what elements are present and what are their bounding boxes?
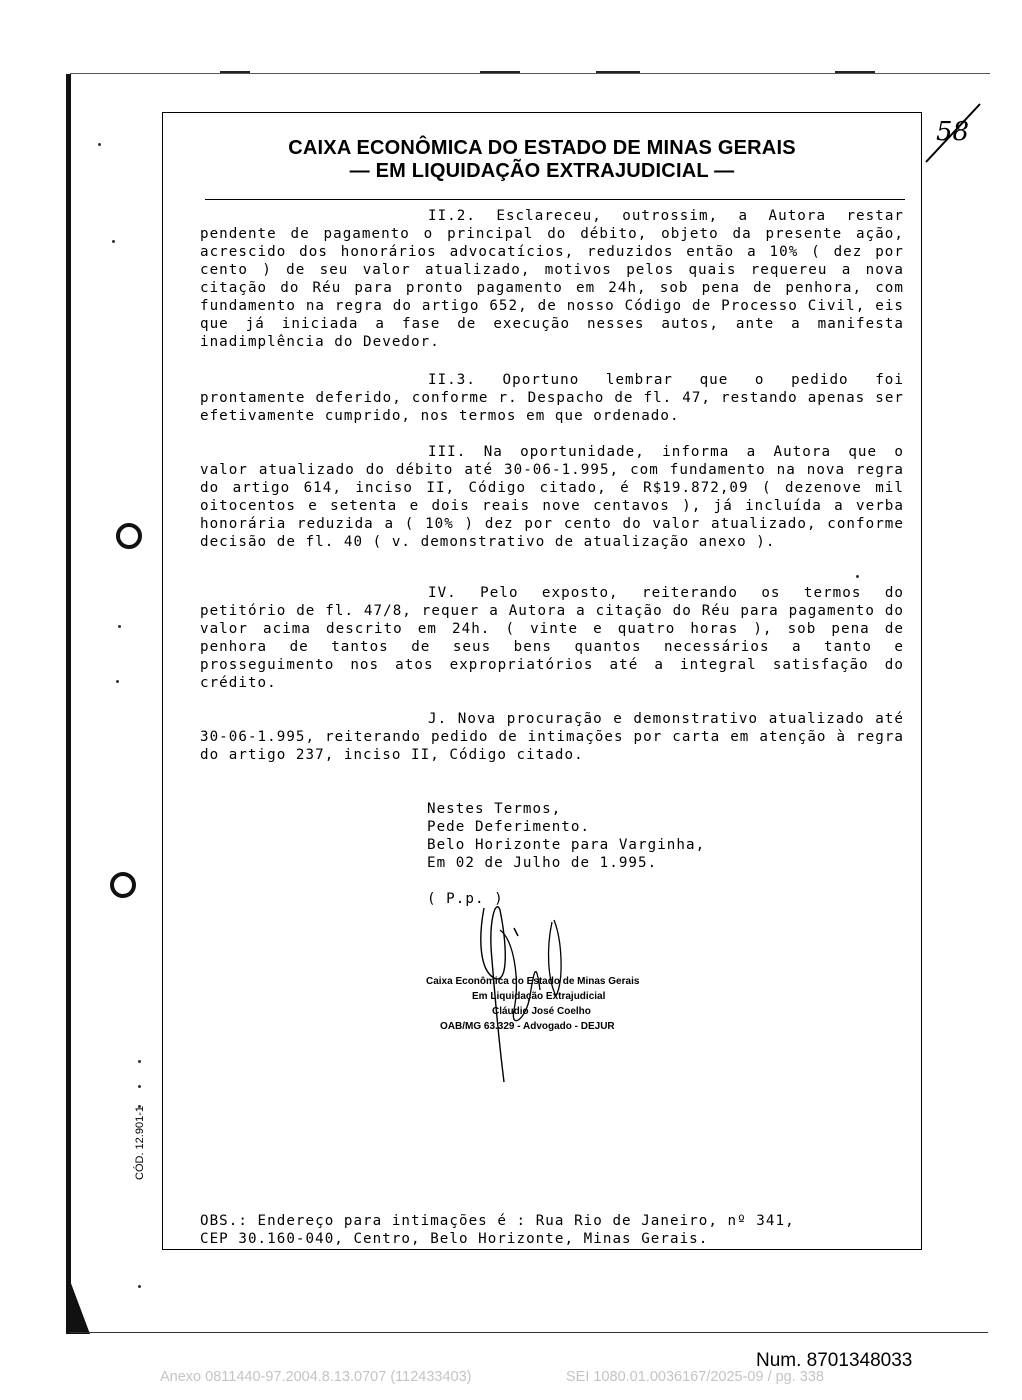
punch-hole [110,872,136,898]
paragraph-text: Na oportunidade, informa a Autora que o valor atualizado do débito até 30-06-1.995, com fundamento na nova regra do artigo 614, inciso II, Código citado, é R$19.872,09 ( dezenove mil oitocentos e setenta e dois reais nove centavos ), já incluída a verba honorária reduzida a ( 10% ) dez por cento do valor atualizado, conforme decisão de fl. 40 ( v. demonstrativo de atualização anexo ). [200,444,905,550]
scan-dot [112,240,115,243]
paragraph-text: Esclareceu, outrossim, a Autora restar pendente de pagamento o principal do débito, objeto da presente ação, acrescido dos honorários advocatícios, reduzidos então a 10% ( dez por cento ) de seu valor atualizado, motivos pelos quais requereu a nova citação do Réu para pronto pagamento em 24h, sob pena de penhora, com fundamento na regra do artigo 652, de nosso Código de Processo Civil, eis que já iniciada a fase de execução nesses autos, ante a manifesta inadimplência do Devedor. [200,208,905,350]
scan-artifact [480,71,520,73]
paragraph-label: IV. [428,585,457,601]
handwritten-page-number [920,98,990,168]
paragraph-j [200,710,904,764]
page-mark-text: 58 [936,117,970,147]
scan-left-edge [66,74,71,1334]
scan-dot [138,1085,141,1088]
stamp-institution: Caixa Econômica do Estado de Minas Gerais [426,976,640,987]
stamp-credentials: OAB/MG 63.329 - Advogado - DEJUR [440,1021,615,1032]
obs-line-2: CEP 30.160-040, Centro, Belo Horizonte, Minas Gerais. [200,1231,709,1247]
scan-dot [138,1060,141,1063]
paragraph-label: III. [428,444,467,460]
paragraph-iii [200,443,904,551]
paragraph-label: II.2. [428,208,476,224]
paragraph-ii-3 [200,371,904,425]
scan-bottom-edge [70,1332,988,1333]
scan-dot [98,143,101,146]
scan-dot [116,680,119,683]
paragraph-text: Pelo exposto, reiterando os termos do petitório de fl. 47/8, requer a Autora a citação do Réu para pagamento do valor acima descrito em 24h. ( vinte e quatro horas ), sob pena de penhora de tantos de seus bens quantos necessários a tanto e prosseguimento nos atos expropriatórios até a integral satisfação do crédito. [200,585,905,691]
obs-line-1: OBS.: Endereço para intimações é : Rua Rio de Janeiro, nº 341, [200,1213,795,1229]
paragraph-label: J. [428,711,448,727]
footer-sei: SEI 1080.01.0036167/2025-09 / pg. 338 [566,1369,824,1385]
closing-line: Pede Deferimento. [427,819,591,835]
paragraph-label: II.3. [428,372,476,388]
paragraph-ii-2 [200,207,904,351]
header-rule [205,199,905,200]
header-subtitle: — EM LIQUIDAÇÃO EXTRAJUDICIAL — [349,160,735,182]
footer-annex: Anexo 0811440-97.2004.8.13.0707 (112433403) [160,1369,472,1385]
paragraph-text: Nova procuração e demonstrativo atualizado até 30-06-1.995, reiterando pedido de intimações por carta em atenção à regra do artigo 237, inciso II, Código citado. [200,711,904,763]
document-number: Num. 8701348033 [756,1350,913,1371]
closing-pp: ( P.p. ) [427,891,504,907]
closing-date: Em 02 de Julho de 1.995. [427,855,658,871]
closing-place: Belo Horizonte para Varginha, [427,837,706,853]
scan-top-edge [70,73,990,74]
scan-artifact [835,71,875,73]
scan-artifact [596,71,640,73]
closing-line: Nestes Termos, [427,801,562,817]
paragraph-text: Oportuno lembrar que o pedido foi prontamente deferido, conforme r. Despacho de fl. 47, restando apenas ser efetivamente cumprido, nos termos em que ordenado. [200,372,904,424]
punch-hole [116,523,142,549]
stamp-status: Em Liquidação Extrajudicial [472,991,606,1002]
paragraph-iv [200,584,904,692]
scan-artifact [220,71,250,73]
form-code: CÓD. 12.901-1 [134,1106,146,1180]
scan-corner-mark [66,1270,90,1334]
stamp-signatory: Cláudio José Coelho [492,1006,591,1017]
header-title: CAIXA ECONÔMICA DO ESTADO DE MINAS GERAIS [288,137,796,159]
scan-dot [118,625,121,628]
scan-dot [138,1285,141,1288]
